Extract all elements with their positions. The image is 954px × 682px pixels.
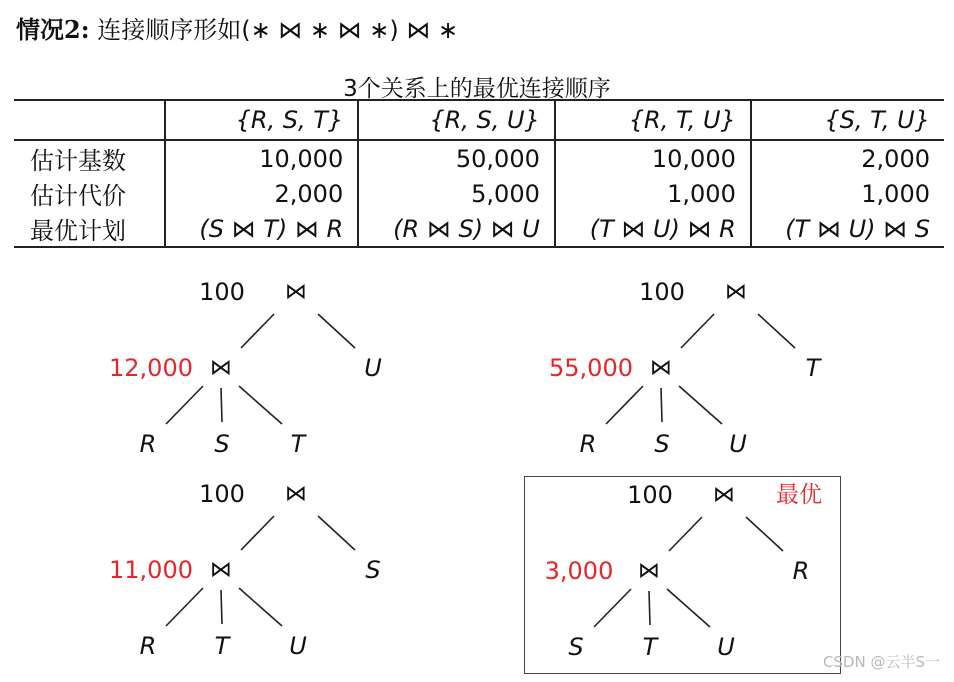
tree-edge <box>679 386 722 424</box>
relation-leaf: U <box>289 632 307 660</box>
inner-join-symbol: ⋈ <box>638 558 660 584</box>
root-cost-label: 100 <box>199 480 245 508</box>
table-cell: 2,000 <box>165 176 358 211</box>
relation-leaf: R <box>792 557 810 585</box>
tree-edge <box>746 517 783 551</box>
table-cell: (T ⋈ U) ⋈ S <box>751 211 944 247</box>
row-label: 最优计划 <box>14 211 165 247</box>
table-cell: 1,000 <box>555 176 751 211</box>
inner-join-symbol: ⋈ <box>210 557 232 583</box>
tree-edge <box>166 588 203 626</box>
optimal-label: 最优 <box>776 482 822 508</box>
relation-leaf: S <box>568 633 584 661</box>
column-header: {S, T, U} <box>751 100 944 140</box>
inner-join-symbol: ⋈ <box>650 355 672 381</box>
relation-leaf: T <box>805 354 821 382</box>
root-cost-label: 100 <box>639 278 685 306</box>
table-cell: 1,000 <box>751 176 944 211</box>
heading-label: 情况2: <box>16 15 90 44</box>
relation-leaf: R <box>579 430 597 458</box>
tree-edge <box>681 314 714 348</box>
table-cell: 5,000 <box>358 176 555 211</box>
relation-leaf: S <box>654 430 670 458</box>
root-cost-label: 100 <box>627 481 673 509</box>
tree-edge <box>166 386 203 424</box>
relation-leaf: T <box>214 632 230 660</box>
inner-join-symbol: ⋈ <box>210 355 232 381</box>
relation-leaf: T <box>290 430 306 458</box>
inner-cost-label: 11,000 <box>109 556 193 584</box>
row-label: 估计代价 <box>30 182 126 210</box>
tree-edge <box>221 388 222 422</box>
tree-edge <box>221 590 222 624</box>
root-join-symbol: ⋈ <box>285 279 307 305</box>
root-cost-label: 100 <box>199 278 245 306</box>
column-header: {R, S, T} <box>165 100 358 140</box>
relation-leaf: S <box>365 556 381 584</box>
relation-leaf: R <box>139 632 157 660</box>
relation-leaf: U <box>717 633 735 661</box>
inner-cost-label: 55,000 <box>549 354 633 382</box>
relation-leaf: T <box>642 633 658 661</box>
inner-cost-label: 3,000 <box>544 557 614 585</box>
tree-edge <box>606 386 643 424</box>
root-join-symbol: ⋈ <box>713 482 735 508</box>
tree-edge <box>239 386 282 424</box>
relation-leaf: U <box>364 354 382 382</box>
tree-edge <box>241 314 274 348</box>
table-caption: 3个关系上的最优连接顺序 <box>343 76 611 102</box>
watermark: CSDN @云半S一 <box>822 653 940 671</box>
table-cell: 10,000 <box>555 140 751 176</box>
tree-edge <box>669 517 702 551</box>
relation-leaf: S <box>214 430 230 458</box>
tree-edge <box>318 516 355 550</box>
relation-leaf: U <box>729 430 747 458</box>
inner-cost-label: 12,000 <box>109 354 193 382</box>
table-cell: (R ⋈ S) ⋈ U <box>358 211 555 247</box>
tree-edge <box>594 589 631 627</box>
table-cell: 10,000 <box>165 140 358 176</box>
table-cell: 2,000 <box>751 140 944 176</box>
table-cell: 50,000 <box>358 140 555 176</box>
relation-leaf: R <box>139 430 157 458</box>
tree-edge <box>649 591 650 625</box>
tree-edge <box>667 589 710 627</box>
root-join-symbol: ⋈ <box>285 481 307 507</box>
root-join-symbol: ⋈ <box>725 279 747 305</box>
tree-edge <box>661 388 662 422</box>
tree-edge <box>758 314 795 348</box>
tree-edge <box>239 588 282 626</box>
tree-edge <box>241 516 274 550</box>
heading-text: 连接顺序形如(∗ ⋈ ∗ ⋈ ∗) ⋈ ∗ <box>97 16 459 44</box>
column-header: {R, S, U} <box>358 100 555 140</box>
tree-edge <box>318 314 355 348</box>
column-header: {R, T, U} <box>555 100 751 140</box>
table-cell: (S ⋈ T) ⋈ R <box>165 211 358 247</box>
row-label: 估计基数 <box>30 147 126 175</box>
table-cell: (T ⋈ U) ⋈ R <box>555 211 751 247</box>
